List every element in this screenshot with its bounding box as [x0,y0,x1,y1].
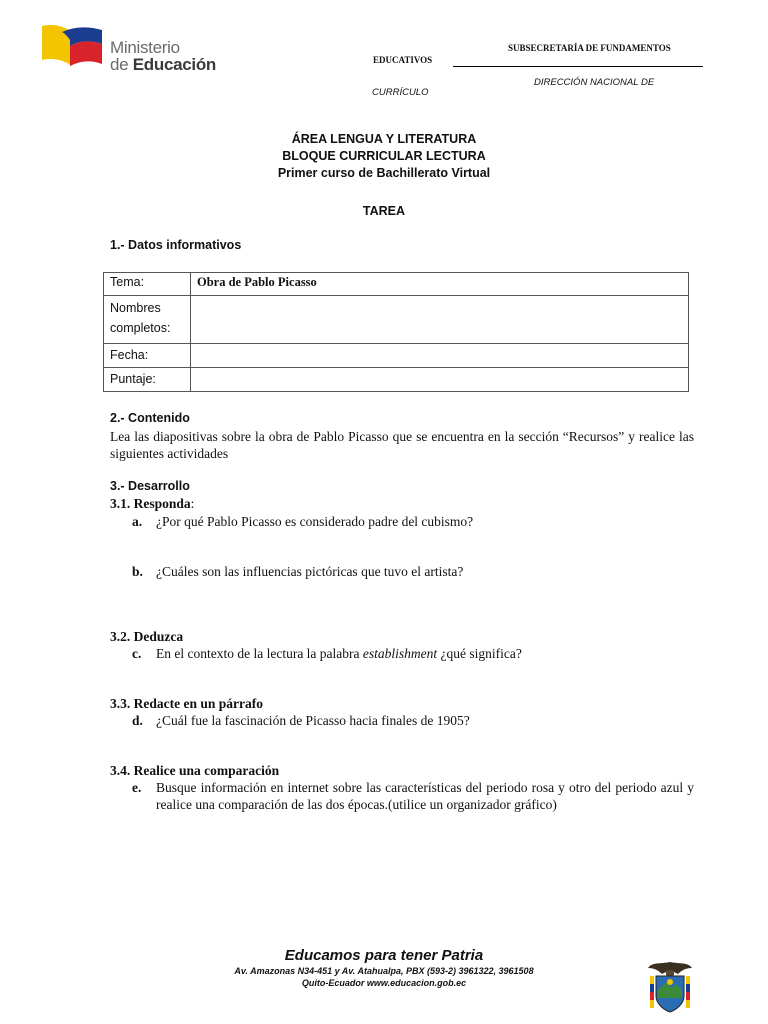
footer-city: Quito-Ecuador www.educacion.gob.ec [301,978,467,988]
marker-a: a. [132,514,143,529]
logo-text-ministerio: Ministerio [110,38,180,57]
footer-address: Av. Amazonas N34-451 y Av. Atahualpa, PBX (593-2) 3961322, 3961508 [234,966,534,976]
section-3-2-title: 3.2. Deduzca [110,629,184,644]
question-b: b. ¿Cuáles son las influencias pictóricas que tuvo el artista? [132,564,464,579]
ministerio-logo-icon [40,22,106,70]
section-3-4-title: 3.4. Realice una comparación [110,763,280,778]
header-direccion: DIRECCIÓN NACIONAL DE [534,77,655,88]
fecha-value[interactable] [191,344,689,368]
title-curso: Primer curso de Bachillerato Virtual [277,166,491,180]
table-label: Fecha: [104,344,191,368]
coat-of-arms-icon [646,960,694,1014]
marker-b: b. [132,564,143,579]
table-label: Tema: [104,273,191,296]
header-curriculo: CURRÍCULO [372,87,429,98]
tema-value[interactable]: Obra de Pablo Picasso [191,273,689,296]
section-3-3-title: 3.3. Redacte en un párrafo [110,696,263,711]
datos-table [103,272,689,392]
desarrollo-heading: 3.- Desarrollo [110,479,190,493]
header-educativos: EDUCATIVOS [373,55,433,65]
title-area: ÁREA LENGUA Y LITERATURA [291,132,477,146]
marker-d: d. [132,713,143,728]
title-tarea: TAREA [362,204,406,218]
section-3-1-title: 3.1. Responda: [110,496,195,511]
question-a: a. ¿Por qué Pablo Picasso es considerado padre del cubismo? [132,514,474,529]
question-e: Busque información en internet sobre las características del periodo rosa y otro del periodo azul y realice una comparación de las dos épocas.(utilice un organizador gráfico) [156,780,694,812]
title-bloque: BLOQUE CURRICULAR LECTURA [282,149,486,163]
header-subsecretaria: SUBSECRETARÍA DE FUNDAMENTOS [508,43,671,53]
nombres-value[interactable] [191,296,689,344]
table-label: Nombres completos: [104,296,191,344]
contenido-heading: 2.- Contenido [110,411,190,425]
table-label: Puntaje: [104,368,191,392]
datos-heading: 1.- Datos informativos [110,238,242,252]
footer-slogan: Educamos para tener Patria [284,947,484,964]
marker-c: c. [132,646,142,661]
puntaje-value[interactable] [191,368,689,392]
question-d: d. ¿Cuál fue la fascinación de Picasso hacia finales de 1905? [132,713,470,728]
logo-text-educacion: de Educación [110,55,216,74]
question-c: c. En el contexto de la lectura la palabra establishment ¿qué significa? [132,646,522,661]
contenido-text: Lea las diapositivas sobre la obra de Pablo Picasso que se encuentra en la sección “Recursos” y realice las siguientes actividades [110,429,694,461]
marker-e: e. [132,780,142,795]
header-divider [453,66,703,67]
